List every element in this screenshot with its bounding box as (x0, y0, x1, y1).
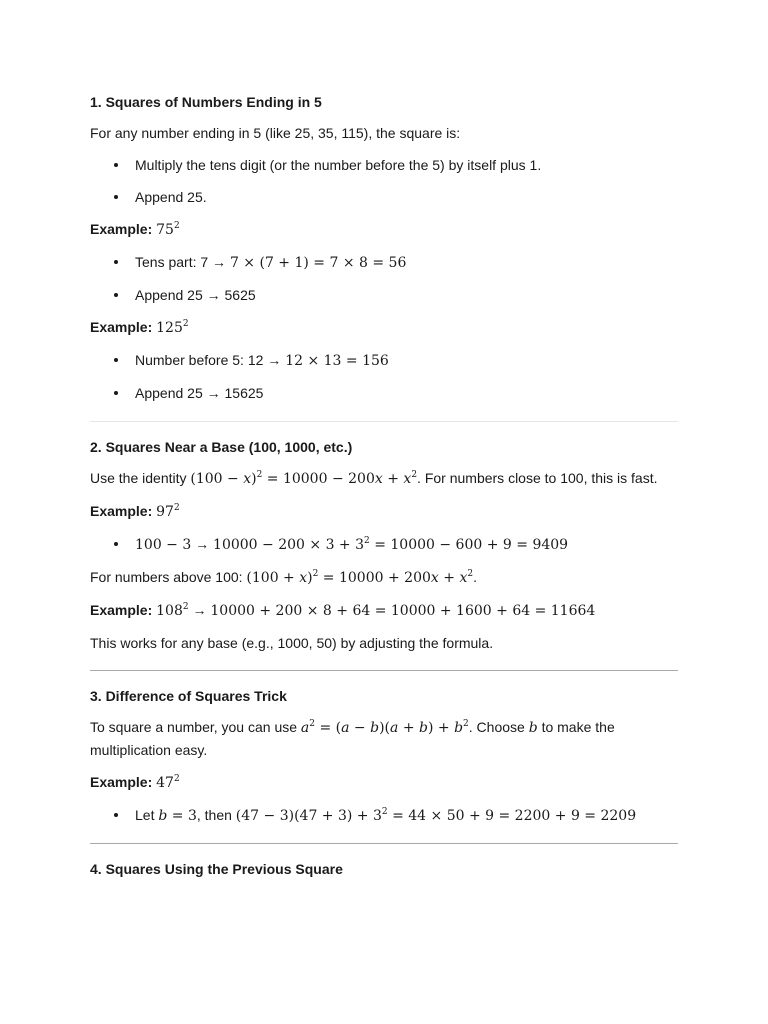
example-47-steps (90, 804, 678, 827)
difference-of-squares-intro: To square a number, you can use $a^2 = (a - b)(a + b) + b^2$. Choose b to make the multiplication easy. (90, 719, 615, 758)
list-item: $100 - 3 \to 10000 - 200 \times 3 + 3^2 = 10000 - 600 + 9 = 9409$ (90, 533, 678, 556)
list-item: Let b = 3, then $(47 - 3)(47 + 3) + 3^2 = 44 \times 50 + 9 = 2200 + 9 = 2209$ (90, 804, 678, 827)
example-97: Example: $97^2$ (90, 503, 180, 520)
list-item: Multiply the tens digit (or the number before the 5) by itself plus 1. (90, 154, 678, 176)
list-item: Tens part: 7 → 7 × (7 + 1) = 7 × 8 = 56 (90, 251, 678, 274)
section-1-intro: For any number ending in 5 (like 25, 35, 115), the square is: (90, 125, 461, 141)
identity-line: Use the identity $(100 - x)^2 = 10000 - 200x + x^2$. For numbers close to 100, this is fast. (90, 470, 658, 487)
base-note: This works for any base (e.g., 1000, 50) by adjusting the formula. (90, 635, 494, 651)
example-125-steps (90, 349, 678, 404)
example-75: Example: $75^2$ (90, 221, 180, 238)
list-item: Append 25. (90, 186, 678, 208)
section-1-rules (90, 154, 678, 208)
section-3-title: 3. Difference of Squares Trick (90, 688, 287, 704)
example-108: Example: $108^2 \to 10000 + 200 \times 8 + 64 = 10000 + 1600 + 64 = 11664$ (90, 602, 596, 619)
example-97-steps (90, 533, 678, 556)
section-2-title: 2. Squares Near a Base (100, 1000, etc.) (90, 439, 353, 455)
example-47: Example: $47^2$ (90, 774, 180, 791)
above-100-line: For numbers above 100: $(100 + x)^2 = 10000 + 200x + x^2$. (90, 569, 477, 586)
list-item: Append 25 → 15625 (90, 382, 678, 404)
example-125: Example: $125^2$ (90, 319, 189, 336)
document-content (90, 92, 678, 879)
list-item: Number before 5: 12 → 12 × 13 = 156 (90, 349, 678, 372)
list-item: Append 25 → 5625 (90, 284, 678, 306)
example-75-steps (90, 251, 678, 306)
section-1-title: 1. Squares of Numbers Ending in 5 (90, 94, 322, 110)
section-4-title: 4. Squares Using the Previous Square (90, 861, 343, 877)
